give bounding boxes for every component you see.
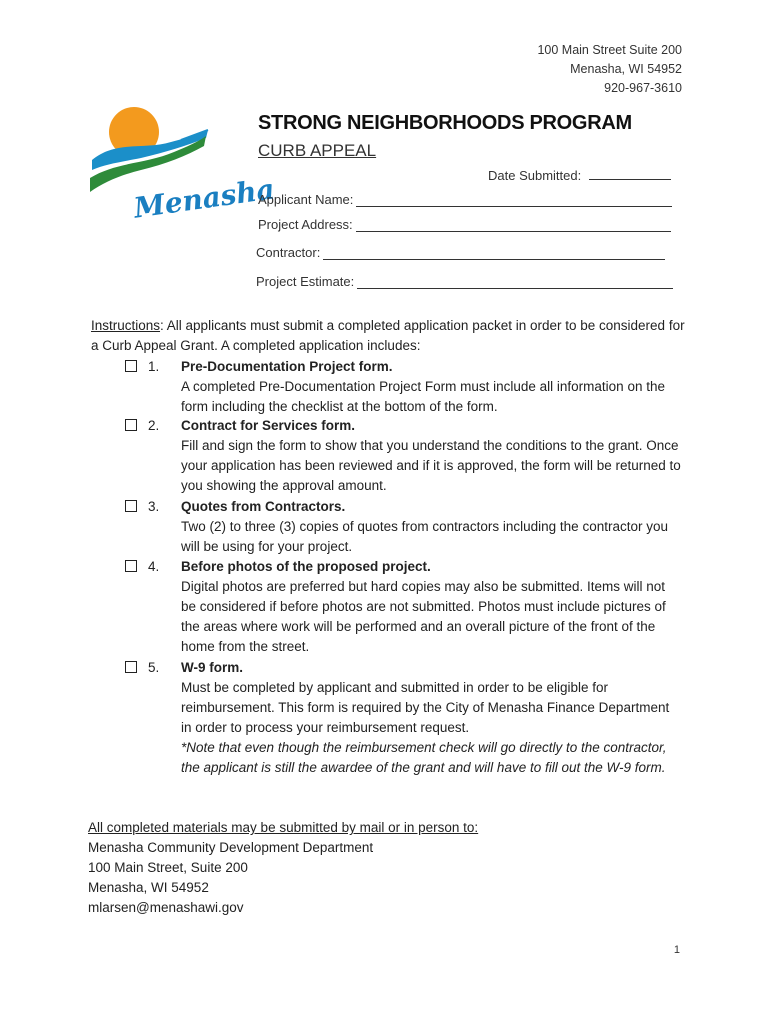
contact-email[interactable]: mlarsen@menashawi.gov <box>88 900 244 915</box>
checkbox-5[interactable] <box>125 661 137 673</box>
date-line[interactable] <box>589 167 671 180</box>
page-title: STRONG NEIGHBORHOODS PROGRAM <box>258 112 632 134</box>
project-address-label: Project Address: <box>258 217 353 232</box>
instructions-label: Instructions <box>91 318 161 333</box>
item-heading: W-9 form. <box>181 660 243 675</box>
item-number: 4. <box>148 559 160 574</box>
project-estimate-line[interactable] <box>357 274 673 289</box>
instructions-text: : All applicants must submit a completed application packet in order to be considered for a Curb Appeal Grant. A completed application includes: <box>91 318 685 353</box>
item-heading: Quotes from Contractors. <box>181 499 346 514</box>
applicant-name-field <box>258 192 672 207</box>
date-label: Date Submitted: <box>488 168 582 183</box>
item-heading: Before photos of the proposed project. <box>181 559 431 574</box>
address-line1: 100 Main Street Suite 200 <box>537 43 682 57</box>
phone-number: 920-967-3610 <box>604 81 682 95</box>
checkbox-4[interactable] <box>125 560 137 572</box>
project-address-field <box>258 217 671 232</box>
logo-wordmark: Menasha <box>131 172 277 225</box>
item-number: 3. <box>148 499 160 514</box>
item-body: Fill and sign the form to show that you understand the conditions to the grant. Once your application has been reviewed and if it is approved, the form will be returned to you showing the approval amount. <box>181 438 681 493</box>
item-body: A completed Pre-Documentation Project Form must include all information on the form including the checklist at the bottom of the form. <box>181 379 665 414</box>
project-estimate-label: Project Estimate: <box>256 274 355 289</box>
contractor-label: Contractor: <box>256 245 321 260</box>
department-name: Menasha Community Development Department <box>88 840 374 855</box>
department-city: Menasha, WI 54952 <box>88 880 209 895</box>
page-subtitle: CURB APPEAL <box>258 141 377 160</box>
checkbox-1[interactable] <box>125 360 137 372</box>
item-body: Two (2) to three (3) copies of quotes from contractors including the contractor you will be using for your project. <box>181 519 668 554</box>
submission-info <box>88 818 478 918</box>
submission-heading: All completed materials may be submitted by mail or in person to: <box>88 820 479 835</box>
item-note: *Note that even though the reimbursement check will go directly to the contractor, the applicant is still the awardee of the grant and will have to fill out the W-9 form. <box>181 740 667 775</box>
department-street: 100 Main Street, Suite 200 <box>88 860 248 875</box>
contractor-line[interactable] <box>323 245 665 260</box>
item-heading: Pre-Documentation Project form. <box>181 359 393 374</box>
checkbox-2[interactable] <box>125 419 137 431</box>
item-body: Digital photos are preferred but hard copies may also be submitted. Items will not be considered if before photos are not submitted. Photos must include pictures of the areas where work will be performed and an overall picture of the front of the home from the street. <box>181 579 666 654</box>
applicant-label: Applicant Name: <box>258 192 354 207</box>
item-number: 2. <box>148 418 160 433</box>
checkbox-3[interactable] <box>125 500 137 512</box>
instructions-paragraph <box>91 316 691 356</box>
project-address-line[interactable] <box>356 217 671 232</box>
item-number: 1. <box>148 359 160 374</box>
address-line2: Menasha, WI 54952 <box>570 62 682 76</box>
item-body: Must be completed by applicant and submitted in order to be eligible for reimbursement. This form is required by the City of Menasha Finance Department in order to process your reimbursement request. <box>181 680 670 735</box>
applicant-line[interactable] <box>356 192 672 207</box>
address-block <box>537 41 682 98</box>
item-heading: Contract for Services form. <box>181 418 356 433</box>
contractor-field <box>256 245 665 260</box>
menasha-logo <box>86 100 277 225</box>
date-submitted-field <box>488 167 671 183</box>
project-estimate-field <box>256 274 673 289</box>
page-number: 1 <box>673 944 680 956</box>
item-number: 5. <box>148 660 160 675</box>
